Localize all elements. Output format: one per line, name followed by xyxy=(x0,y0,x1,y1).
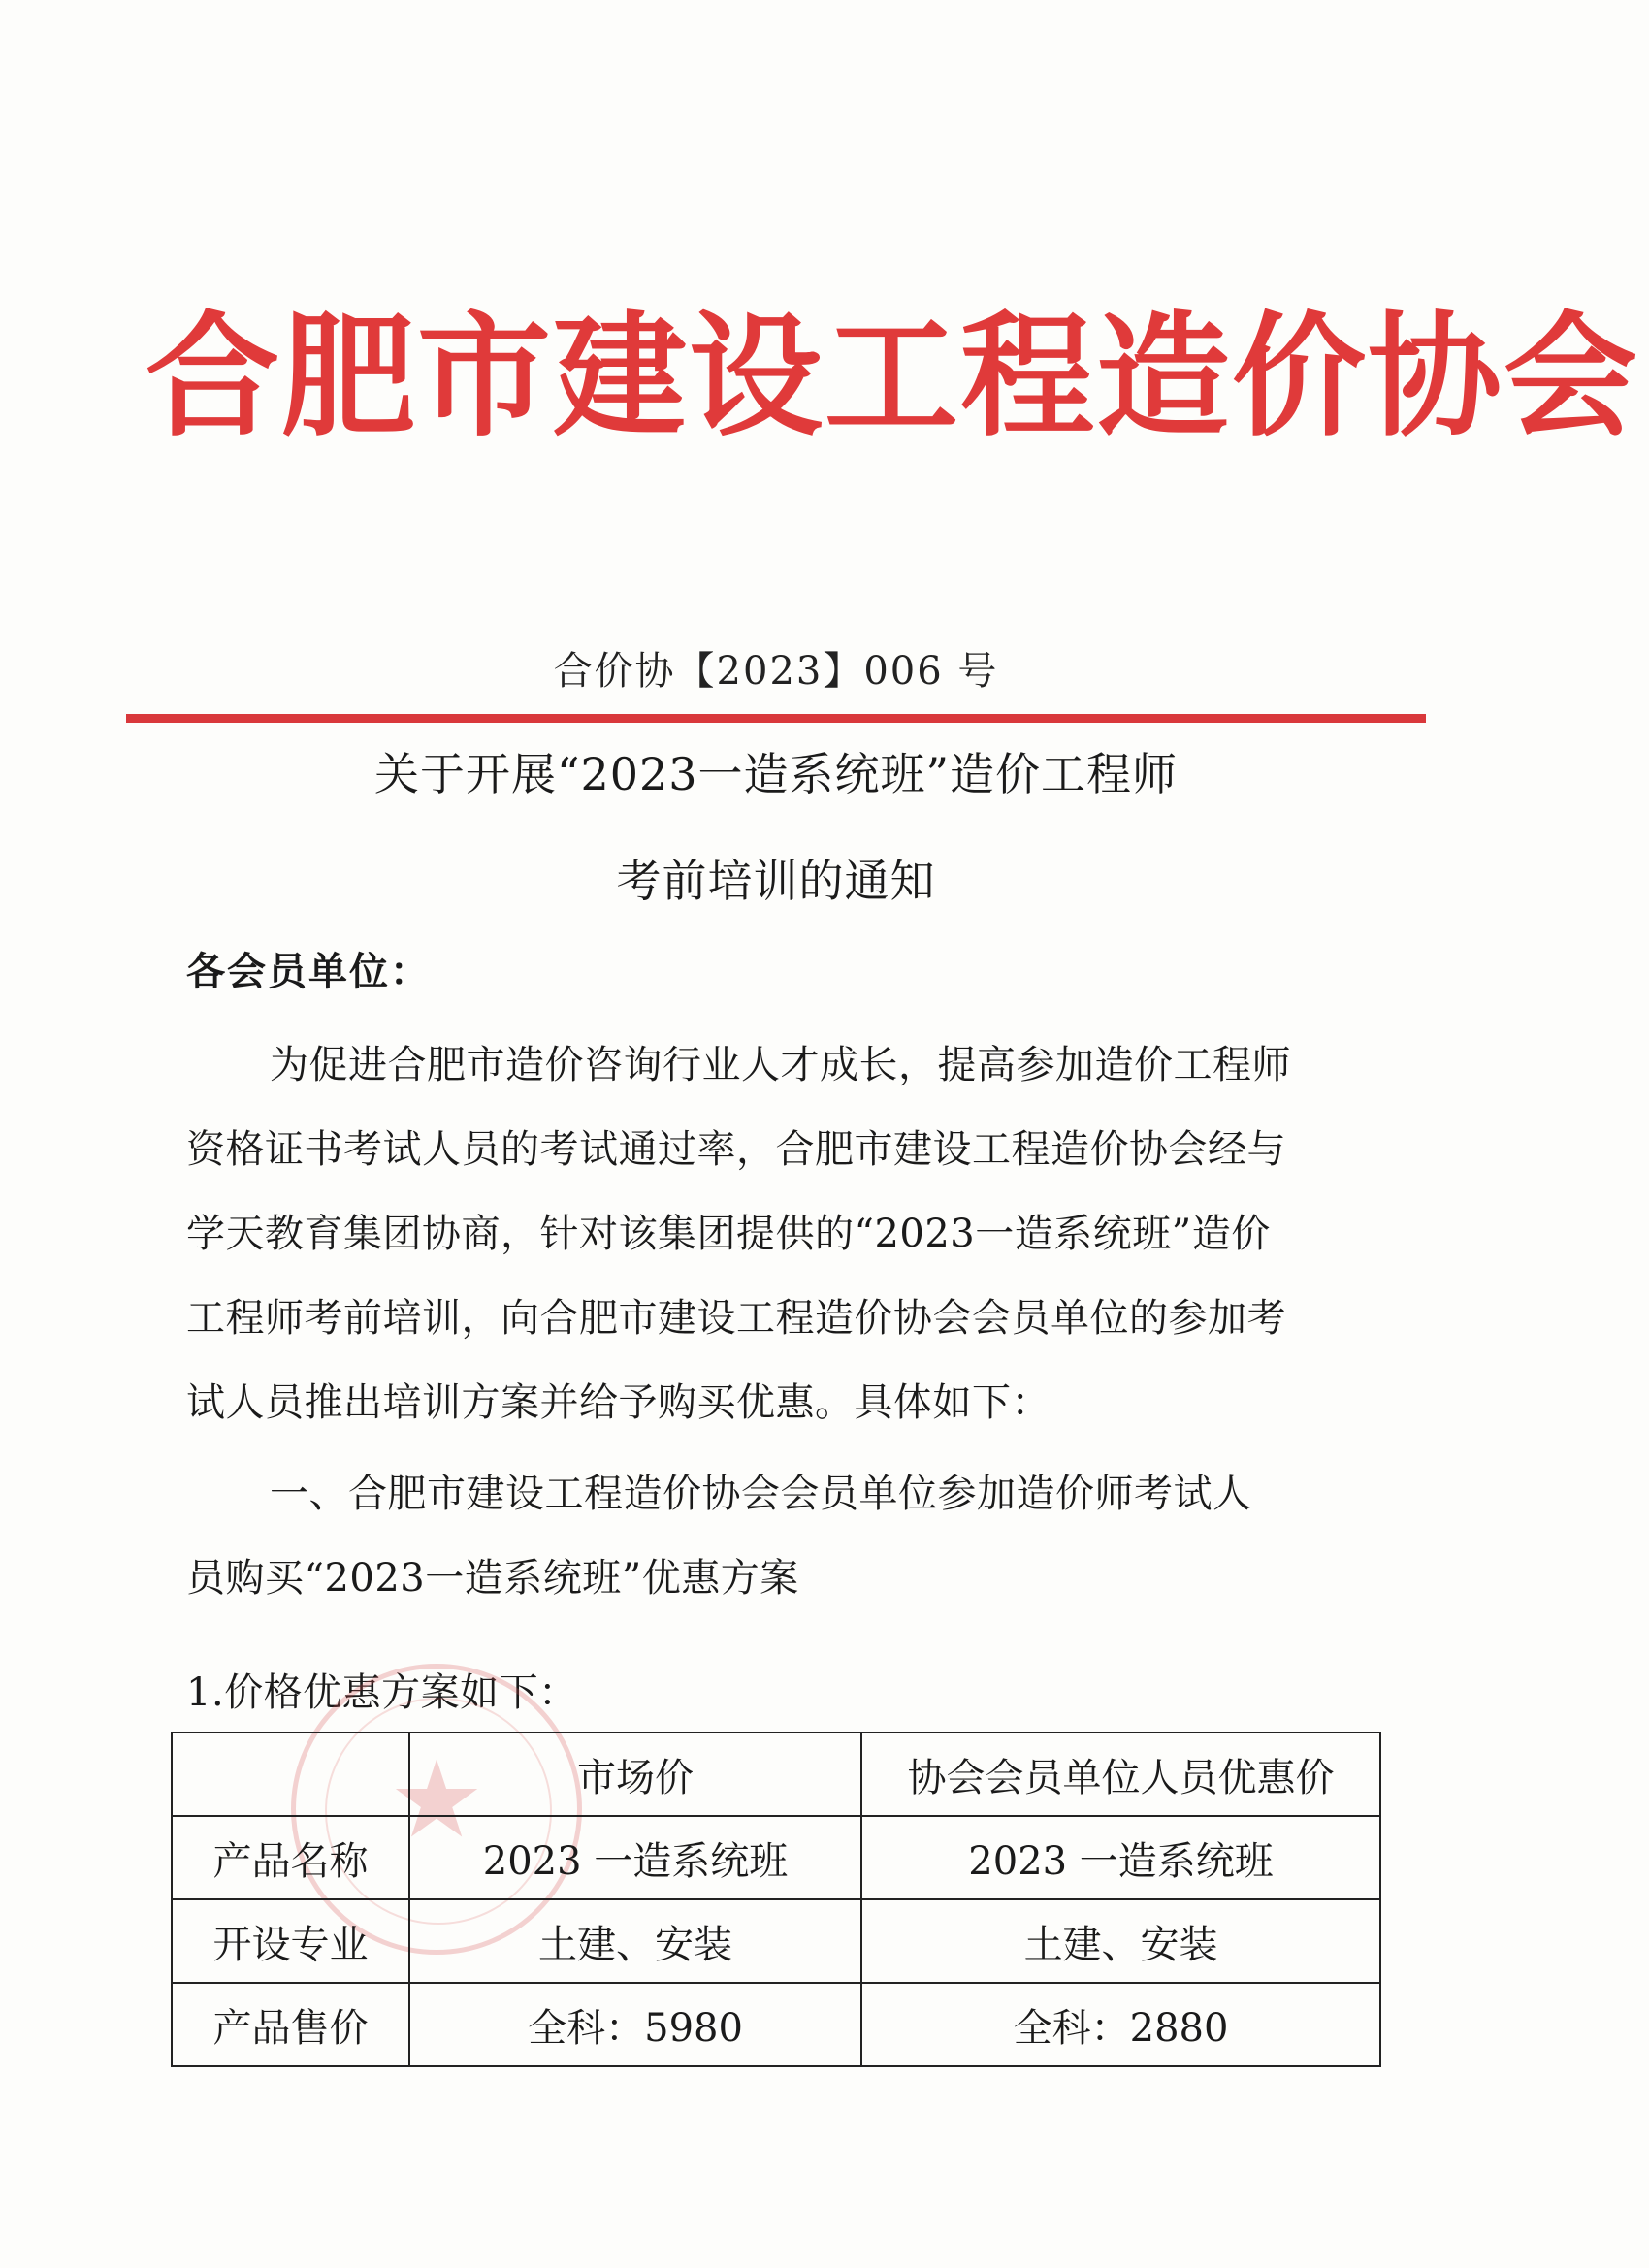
paragraph-line: 学天教育集团协商，针对该集团提供的“2023一造系统班”造价 xyxy=(186,1212,1271,1256)
red-divider xyxy=(126,714,1426,723)
paragraph-line: 员购买“2023一造系统班”优惠方案 xyxy=(186,1556,799,1601)
paragraph-section-one xyxy=(186,1452,1360,1621)
table-header-cell: 市场价 xyxy=(409,1733,861,1816)
org-name-heading: 合肥市建设工程造价协会 xyxy=(146,299,1640,455)
table-cell: 2023 一造系统班 xyxy=(409,1816,861,1899)
paragraph-line: 为促进合肥市造价咨询行业人才成长，提高参加造价工程师 xyxy=(270,1043,1291,1087)
table-cell: 2023 一造系统班 xyxy=(861,1816,1380,1899)
table-cell: 开设专业 xyxy=(172,1899,409,1983)
paragraph-line: 试人员推出培训方案并给予购买优惠。具体如下： xyxy=(186,1380,1051,1425)
seal-star-icon: ★ xyxy=(388,1737,485,1862)
salutation: 各会员单位： xyxy=(186,949,431,994)
table-header-cell: 协会会员单位人员优惠价 xyxy=(861,1733,1380,1816)
table-cell: 产品名称 xyxy=(172,1816,409,1899)
paragraph-line: 资格证书考试人员的考试通过率，合肥市建设工程造价协会经与 xyxy=(186,1127,1286,1172)
table-header-cell xyxy=(172,1733,409,1816)
table-cell: 全科：5980 xyxy=(409,1983,861,2066)
table-cell: 土建、安装 xyxy=(861,1899,1380,1983)
paragraph-intro xyxy=(186,1023,1360,1445)
table-header-row xyxy=(172,1733,1380,1816)
price-table xyxy=(171,1732,1381,2067)
paragraph-line: 1.价格优惠方案如下： xyxy=(186,1670,578,1715)
table-cell: 全科：2880 xyxy=(861,1983,1380,2066)
document-number: 合价协【2023】006 号 xyxy=(553,649,999,694)
table-row xyxy=(172,1983,1380,2066)
table-cell: 产品售价 xyxy=(172,1983,409,2066)
notice-title-line-2: 考前培训的通知 xyxy=(616,855,936,907)
table-cell: 土建、安装 xyxy=(409,1899,861,1983)
paragraph-line: 工程师考前培训，向合肥市建设工程造价协会会员单位的参加考 xyxy=(186,1296,1286,1341)
notice-title-line-1: 关于开展“2023一造系统班”造价工程师 xyxy=(373,748,1179,800)
table-row xyxy=(172,1899,1380,1983)
table-row xyxy=(172,1816,1380,1899)
paragraph-line: 一、合肥市建设工程造价协会会员单位参加造价师考试人 xyxy=(270,1472,1252,1516)
